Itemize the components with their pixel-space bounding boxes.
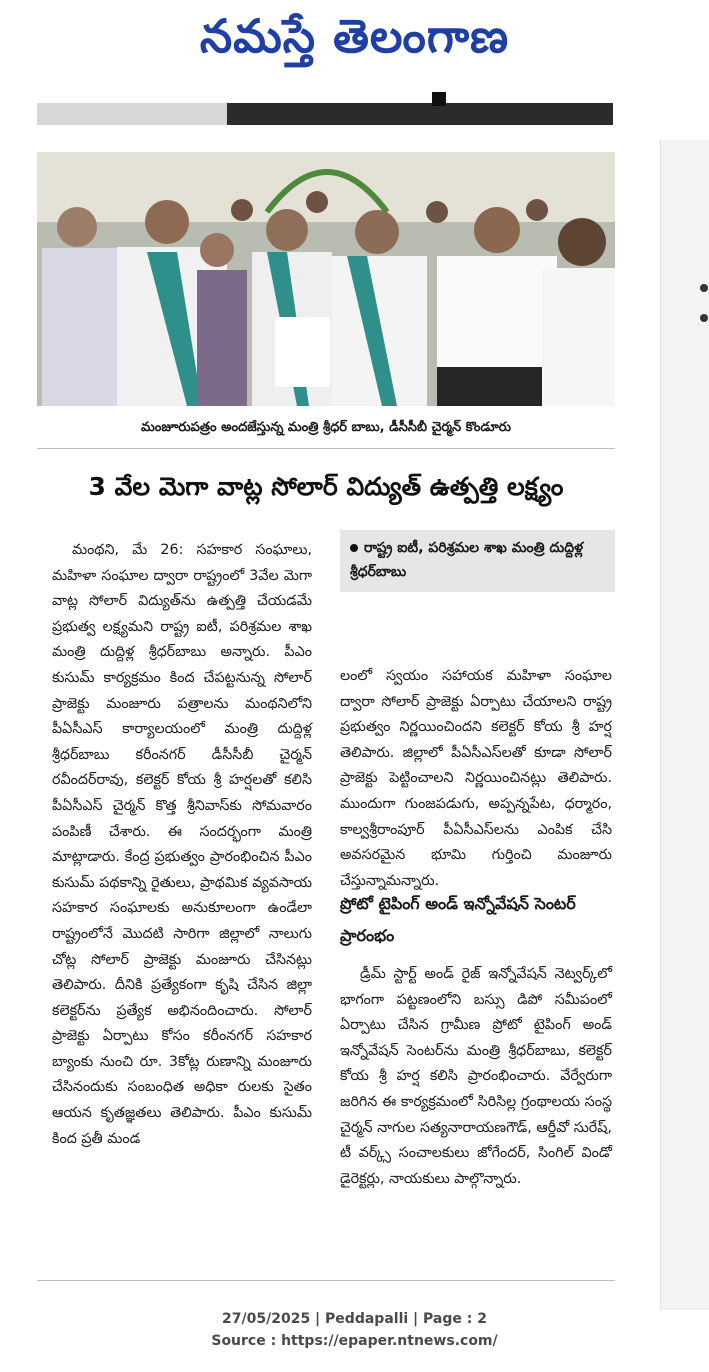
article-column-right-bottom [340,962,612,1272]
article-column-right-top [340,664,612,889]
article-text: లంలో స్వయం సహాయక మహిళా సంఘాల ద్వారా సోలార్ ప్రాజెక్టు ఏర్పాటు చేయాలని రాష్ట్ర ప్రభుత్వం నిర్ణయించిందని కలెక్టర్ కోయ శ్రీ హర్ష తెలిపారు. జిల్లాలో పీఏసీఎస్‌లతో కూడా సోలార్ ప్రాజెక్టు పెట్టించాలని నిర్ణయించినట్లు తెలిపారు. ముందుగా గుంజపడుగు, అప్పన్నపేట, ధర్మారం, కాల్వశ్రీరాంపూర్ పీఏసీఎస్‌లను ఎంపిక చేసి అవసరమైన భూమి గుర్తించి మంజూరు చేస్తున్నామన్నారు. [340,668,612,889]
photo-caption: మంజూరుపత్రం అందజేస్తున్న మంత్రి శ్రీధర్ బాబు, డీసీసీబీ చైర్మన్ కొండూరు [140,420,511,435]
news-photo [37,152,615,406]
newspaper-masthead: నమస్తే తెలంగాణ [199,9,510,63]
article-headline: 3 వేల మెగా వాట్ల సోలార్ విద్యుత్ ఉత్పత్తి లక్ష్యం [88,472,564,501]
article-column-left [52,538,312,1268]
footer-source-link[interactable]: Source : https://epaper.ntnews.com/ [211,1333,498,1349]
header-bar-left [37,103,227,125]
header-bar-right [227,103,613,125]
article-subheading: ప్రోటో టైపింగ్ అండ్ ఇన్నోవేషన్ సెంటర్ ప్రారంభం [340,894,576,945]
highlight-text: రాష్ట్ర ఐటీ, పరిశ్రమల శాఖ మంత్రి దుద్దిళ్ల శ్రీధర్‌బాబు [350,540,584,580]
divider [37,448,615,449]
article-text: డ్రీమ్ స్టార్ట్ అండ్ రైజ్ ఇన్నోవేషన్ నెట్వర్క్‌లో భాగంగా పట్టణంలోని బస్సు డిపో సమీపంలో ఏర్పాటు చేసిన గ్రామీణ ప్రోటో టైపింగ్ అండ్ ఇన్నోవేషన్ సెంటర్‌ను మంత్రి శ్రీధర్‌బాబు, కలెక్టర్ కోయ శ్రీ హర్ష కలిసి ప్రారంభించారు. వేర్వేరుగా జరిగిన ఈ కార్యక్రమంలో సిరిసిల్ల గ్రంథాలయ సంస్థ చైర్మన్ నాగుల సత్యనారాయణగౌడ్, ఆర్డీవో సురేష్, టీ వర్క్స్ సంచాలకులు జోగేందర్, సింగిల్ విండో డైరెక్టర్లు, నాయకులు పాల్గొన్నారు. [340,966,612,1187]
header-bar-mark [432,92,446,106]
divider [37,1280,615,1281]
article-text: మంథని, మే 26: సహకార సంఘాలు, మహిళా సంఘాల ద్వారా రాష్ట్రంలో 3వేల మెగా వాట్ల సోలార్ విద్యుత్‌ను ఉత్పత్తి చేయడమే ప్రభుత్వ లక్ష్యమని రాష్ట్ర ఐటీ, పరిశ్రమల శాఖ మంత్రి దుద్దిళ్ల శ్రీధర్‌బాబు అన్నారు. పీఎం కుసుమ్ కార్యక్రమం కింద చేపట్టనున్న సోలార్ ప్రాజెక్టు మంజూరు పత్రాలను మంథనిలోని పీఏసీఎస్ కార్యాలయంలో మంత్రి దుద్దిళ్ల శ్రీధర్‌బాబు కరీంనగర్ డీసీసీబీ చైర్మన్ రవీందర్‌రావు, కలెక్టర్ కోయ శ్రీ హర్షలతో కలిసి పీఏసీఎస్ చైర్మన్ కొత్త శ్రీనివాస్‌కు సోమవారం పంపిణీ చేశారు. ఈ సందర్భంగా మంత్రి మాట్లాడారు. కేంద్ర ప్రభుత్వం ప్రారంభించిన పీఎం కుసుమ్ పథకాన్ని రైతులు, ప్రాథమిక వ్యవసాయ సహకార సంఘాలకు అనుకూలంగా ఉండేలా రాష్ట్రంలోనే మొదటి సారిగా జిల్లాలో నాలుగు చోట్ల సోలార్ ప్రాజెక్టు మంజూరు చేసినట్లు తెలిపారు. దీనికి ప్రత్యేకంగా కృషి చేసిన జిల్లా కలెక్టర్‌ను ప్రత్యేక అభినందించారు. సోలార్ ప్రాజెక్టు ఏర్పాటు కోసం కరీంనగర్ సహకార బ్యాంకు నుంచి రూ. 3కోట్ల రుణాన్ని మంజూరు చేసినందుకు సంబంధిత అధికా రులకు సైతం ఆయన కృతజ్ఞతలు తెలిపారు. పీఎం కుసుమ్ కింద ప్రతీ మండ [52,542,312,1147]
adjacent-bullet [700,314,708,322]
adjacent-bullet [700,284,708,292]
highlight-box [340,530,615,592]
bullet-icon [350,544,358,552]
footer-date-line: 27/05/2025 | Peddapalli | Page : 2 [222,1311,487,1327]
